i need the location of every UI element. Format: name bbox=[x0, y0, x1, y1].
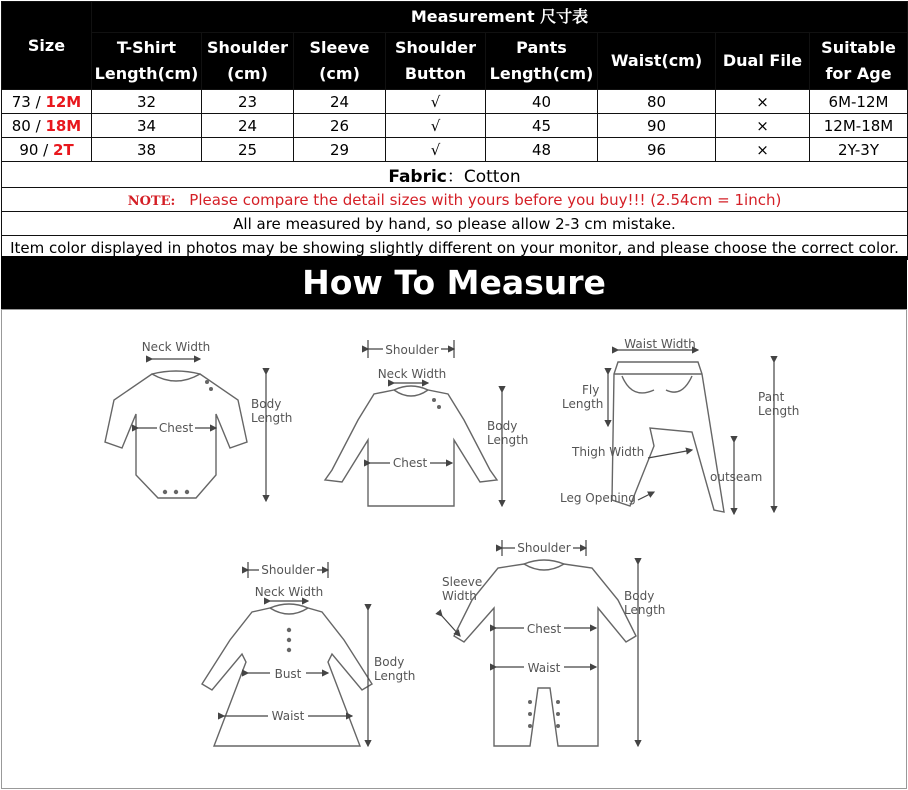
col-header-dual-file: Dual File bbox=[716, 33, 810, 90]
size-cell: 90 / 2T bbox=[2, 138, 92, 162]
age-cell: 12M-18M bbox=[810, 114, 908, 138]
dress-diagram bbox=[202, 562, 415, 746]
sleeve-cell: 24 bbox=[294, 90, 386, 114]
label-length: Length bbox=[758, 404, 800, 418]
table-row bbox=[2, 138, 908, 162]
size-header: Size bbox=[2, 2, 92, 90]
sleeve-cell: 29 bbox=[294, 138, 386, 162]
label-length: Length bbox=[487, 433, 529, 447]
dual-file-cell: × bbox=[716, 138, 810, 162]
sleeve-cell: 26 bbox=[294, 114, 386, 138]
label-width: Width bbox=[442, 589, 477, 603]
col-header-tshirt-length: T-Shirt Length(cm) bbox=[92, 33, 202, 90]
size-cell: 73 / 12M bbox=[2, 90, 92, 114]
shoulder-cell: 23 bbox=[202, 90, 294, 114]
label-length: Length bbox=[374, 669, 416, 683]
pants-length-cell: 40 bbox=[486, 90, 598, 114]
table-row bbox=[2, 114, 908, 138]
label-body: Body bbox=[487, 419, 518, 433]
table-row bbox=[2, 90, 908, 114]
label-body: Body bbox=[624, 589, 655, 603]
color-note: Item color displayed in photos may be showing slightly different on your monitor, and please choose the correct color. bbox=[2, 236, 908, 260]
size-table bbox=[1, 1, 908, 260]
label-fly: Fly bbox=[582, 383, 600, 397]
how-to-measure-title: How To Measure bbox=[1, 256, 907, 309]
size-cell: 80 / 18M bbox=[2, 114, 92, 138]
label-neck-width: Neck Width bbox=[377, 367, 447, 381]
label-outseam: outseam bbox=[710, 470, 763, 484]
label-bust: Bust bbox=[274, 667, 302, 681]
fabric-row: Fabric：Cotton bbox=[2, 162, 908, 188]
shoulder-cell: 24 bbox=[202, 114, 294, 138]
age-cell: 2Y-3Y bbox=[810, 138, 908, 162]
shoulder-button-cell: √ bbox=[386, 138, 486, 162]
shoulder-button-cell: √ bbox=[386, 114, 486, 138]
romper-diagram bbox=[442, 540, 665, 746]
measure-diagram-panel bbox=[1, 309, 907, 789]
col-header-suitable-age: Suitable for Age bbox=[810, 33, 908, 90]
dual-file-cell: × bbox=[716, 90, 810, 114]
col-header-sleeve: Sleeve (cm) bbox=[294, 33, 386, 90]
label-length: Length bbox=[562, 397, 604, 411]
label-leg-opening: Leg Opening bbox=[560, 491, 636, 505]
waist-cell: 80 bbox=[598, 90, 716, 114]
hand-measure-note: All are measured by hand, so please allow 2-3 cm mistake. bbox=[2, 212, 908, 236]
label-body: Body bbox=[374, 655, 405, 669]
label-chest: Chest bbox=[526, 622, 562, 636]
top-shirt-diagram bbox=[325, 340, 528, 506]
label-neck-width: Neck Width bbox=[254, 585, 324, 599]
label-shoulder: Shoulder bbox=[517, 541, 571, 555]
label-waist: Waist bbox=[527, 661, 561, 675]
waist-cell: 96 bbox=[598, 138, 716, 162]
col-header-shoulder: Shoulder (cm) bbox=[202, 33, 294, 90]
shoulder-cell: 25 bbox=[202, 138, 294, 162]
waist-cell: 90 bbox=[598, 114, 716, 138]
label-thigh-width: Thigh Width bbox=[572, 445, 645, 459]
col-header-pants-length: Pants Length(cm) bbox=[486, 33, 598, 90]
label-neck-width: Neck Width bbox=[141, 340, 211, 354]
label-shoulder: Shoulder bbox=[261, 563, 315, 577]
pants-length-cell: 48 bbox=[486, 138, 598, 162]
pants-diagram bbox=[560, 337, 799, 514]
label-chest: Chest bbox=[158, 421, 194, 435]
label-pant: Pant bbox=[758, 390, 785, 404]
label-waist-width: Waist Width bbox=[624, 337, 696, 351]
note-row: NOTE: Please compare the detail sizes with yours before you buy!!! (2.54cm = 1inch) bbox=[2, 188, 908, 212]
tshirt-length-cell: 38 bbox=[92, 138, 202, 162]
table-title: Measurement 尺寸表 bbox=[92, 2, 908, 33]
label-waist: Waist bbox=[271, 709, 305, 723]
tshirt-length-cell: 32 bbox=[92, 90, 202, 114]
col-header-shoulder-button: Shoulder Button bbox=[386, 33, 486, 90]
label-chest: Chest bbox=[392, 456, 428, 470]
label-sleeve: Sleeve bbox=[442, 575, 483, 589]
bodysuit-diagram bbox=[105, 340, 292, 501]
shoulder-button-cell: √ bbox=[386, 90, 486, 114]
label-length: Length bbox=[624, 603, 666, 617]
label-body: Body bbox=[251, 397, 282, 411]
dual-file-cell: × bbox=[716, 114, 810, 138]
tshirt-length-cell: 34 bbox=[92, 114, 202, 138]
measure-diagrams bbox=[2, 310, 906, 788]
age-cell: 6M-12M bbox=[810, 90, 908, 114]
label-shoulder: Shoulder bbox=[385, 343, 439, 357]
label-length: Length bbox=[251, 411, 293, 425]
pants-length-cell: 45 bbox=[486, 114, 598, 138]
col-header-waist: Waist(cm) bbox=[598, 33, 716, 90]
